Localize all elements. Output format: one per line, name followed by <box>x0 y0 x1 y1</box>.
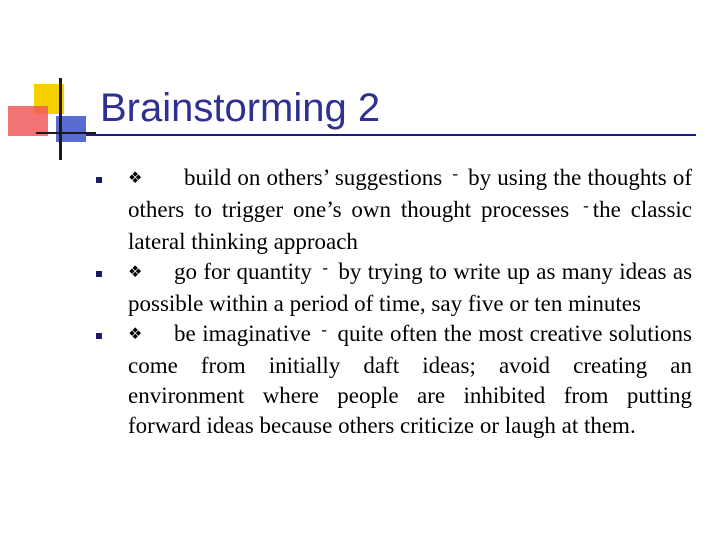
bullet-text: ❖ go for quantity ‐ by trying to write up as many ideas as possible within a period of time, say five or ten minutes <box>128 258 693 316</box>
diamond-bullet-icon: ❖ <box>128 168 143 187</box>
list-item <box>96 257 692 319</box>
bullet-list <box>96 163 692 441</box>
logo-vertical-line <box>59 78 62 160</box>
page-title: Brainstorming 2 <box>100 86 381 130</box>
bullet-text: ❖ build on others’ suggestions ‐ by using the thoughts of others to trigger one’s own thought processes ‐ the classic lateral thinking approach <box>128 164 693 254</box>
title-divider <box>86 134 696 136</box>
square-bullet-icon <box>96 177 102 183</box>
diamond-bullet-icon: ❖ <box>128 324 143 343</box>
list-item <box>96 163 692 257</box>
logo-red-square <box>8 106 48 136</box>
square-bullet-icon <box>96 333 102 339</box>
diamond-bullet-icon: ❖ <box>128 262 143 281</box>
bullet-text: ❖ be imaginative ‐ quite often the most creative solutions come from initially daft ideas; avoid creating an environment where people are inhibited from putting forward ideas because others criticize or laugh at them. <box>128 320 693 438</box>
square-bullet-icon <box>96 271 102 277</box>
slide-logo-graphic <box>0 0 100 170</box>
list-item <box>96 319 692 441</box>
